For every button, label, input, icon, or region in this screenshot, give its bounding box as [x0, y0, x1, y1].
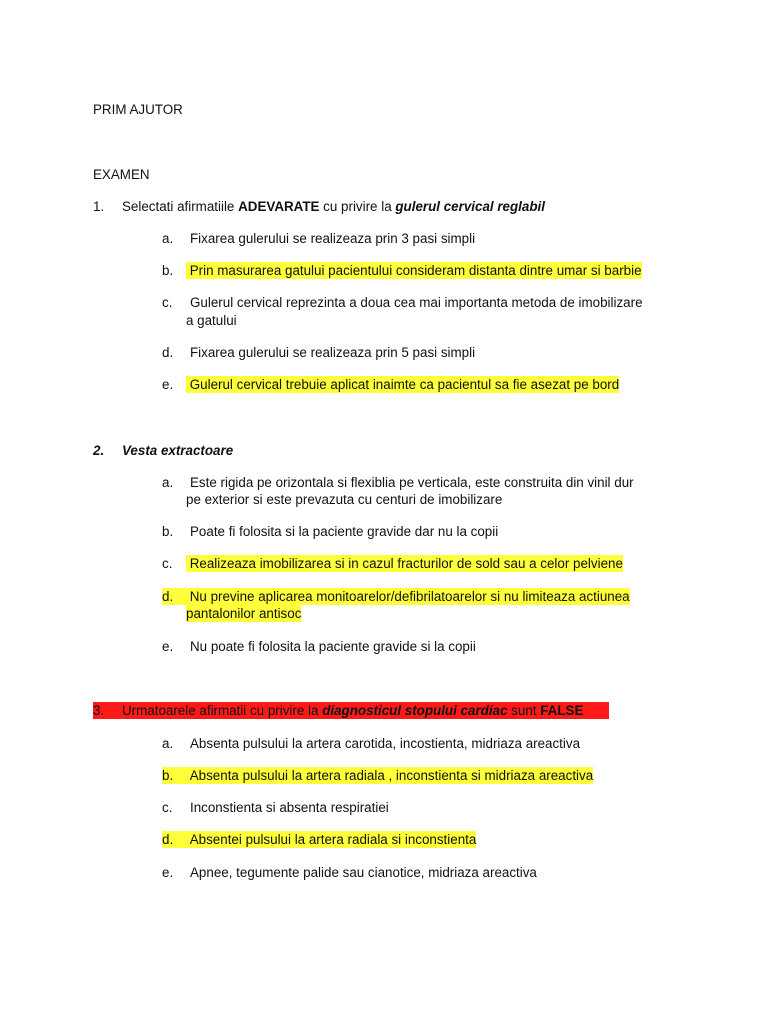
- option-letter: d.: [162, 345, 174, 360]
- question-2-text: Vesta extractoare: [122, 443, 234, 458]
- option-text: Fixarea gulerului se realizeaza prin 5 pasi simpli: [190, 345, 476, 360]
- option-letter: e.: [162, 377, 174, 392]
- option-text: Poate fi folosita si la paciente gravide dar nu la copii: [190, 524, 499, 539]
- option-text: Apnee, tegumente palide sau cianotice, midriaza areactiva: [190, 865, 537, 880]
- option-text-continuation: pantalonilor antisoc: [186, 606, 302, 621]
- option-letter: a.: [162, 475, 174, 490]
- option-letter: a.: [162, 231, 174, 246]
- option-text: Realizeaza imobilizarea si in cazul fracturilor de sold sau a celor pelviene: [189, 556, 623, 571]
- question-1-topic: gulerul cervical reglabil: [395, 199, 545, 214]
- question-1-number: 1.: [93, 199, 105, 214]
- option-letter: b.: [162, 263, 174, 278]
- question-2-number: 2.: [93, 443, 105, 458]
- option-text: Nu previne aplicarea monitoarelor/defibrilatoarelor si nu limiteaza actiunea: [189, 589, 630, 604]
- option-letter-highlighted: d.: [162, 831, 186, 848]
- option-letter-highlighted: d.: [162, 588, 186, 605]
- option-letter: e.: [162, 639, 174, 654]
- question-3-text: [122, 702, 583, 719]
- option-text: Fixarea gulerului se realizeaza prin 3 pasi simpli: [190, 231, 476, 246]
- option-text-highlighted: [186, 588, 630, 605]
- question-1-text-part: cu privire la: [319, 199, 396, 214]
- option-letter: c.: [162, 556, 173, 571]
- page-title: PRIM AJUTOR: [93, 102, 183, 117]
- question-3-number: 3.: [93, 703, 105, 718]
- question-3-text-part: sunt: [507, 703, 541, 718]
- option-text: Este rigida pe orizontala si flexiblia pe verticala, este construita din vinil dur: [190, 475, 634, 490]
- option-text-highlighted: [186, 555, 623, 572]
- page-subtitle: EXAMEN: [93, 167, 150, 182]
- option-text-continuation: a gatului: [186, 313, 237, 328]
- option-text: Prin masurarea gatului pacientului consideram distanta dintre umar si barbie: [189, 263, 642, 278]
- option-text-highlighted: [186, 767, 593, 784]
- option-text-highlighted: [186, 262, 642, 279]
- option-text-highlighted: [186, 376, 619, 393]
- question-3-text-part: Urmatoarele afirmatii cu privire la: [122, 703, 323, 718]
- question-3-topic: diagnosticul stopului cardiac: [322, 703, 508, 718]
- option-text: Absenta pulsului la artera carotida, incostienta, midriaza areactiva: [190, 736, 581, 751]
- option-text: Gulerul cervical trebuie aplicat inaimte ca pacientul sa fie asezat pe bord: [189, 377, 620, 392]
- option-letter: c.: [162, 295, 173, 310]
- question-1-text-part: Selectati afirmatiile: [122, 199, 239, 214]
- option-letter: b.: [162, 524, 174, 539]
- option-text: Absentei pulsului la artera radiala si inconstienta: [189, 832, 477, 847]
- option-text: Nu poate fi folosita la paciente gravide si la copii: [190, 639, 476, 654]
- question-1-text: [122, 198, 545, 215]
- option-letter: a.: [162, 736, 174, 751]
- option-letter-highlighted: b.: [162, 767, 186, 784]
- question-3-keyword: FALSE: [540, 703, 584, 718]
- option-letter: e.: [162, 865, 174, 880]
- question-1-keyword: ADEVARATE: [238, 199, 320, 214]
- option-text-highlighted: [186, 831, 476, 848]
- option-text: Absenta pulsului la artera radiala , inconstienta si midriaza areactiva: [189, 768, 594, 783]
- option-text: Gulerul cervical reprezinta a doua cea mai importanta metoda de imobilizare: [190, 295, 643, 310]
- option-letter: c.: [162, 800, 173, 815]
- option-text: Inconstienta si absenta respiratiei: [190, 800, 389, 815]
- option-text-continuation: pe exterior si este prevazuta cu centuri de imobilizare: [186, 492, 503, 507]
